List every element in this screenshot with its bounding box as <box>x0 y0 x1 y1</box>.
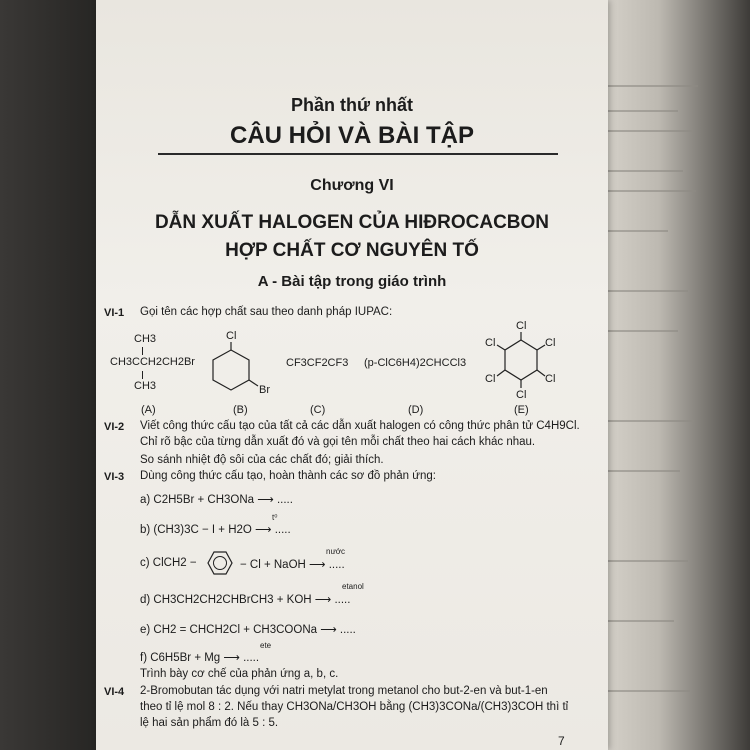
label-d: (D) <box>408 404 424 416</box>
formula-b-cl: Cl <box>226 330 237 342</box>
question-vi2-line1: Viết công thức cấu tạo của tất cả các dẫn xuất halogen có công thức phân tử C4H9Cl. <box>140 420 580 432</box>
title-rule <box>158 153 558 155</box>
question-vi2-line3: So sánh nhiệt độ sôi của các chất đó; giải thích. <box>140 454 384 466</box>
question-vi4-line1: 2-Bromobutan tác dụng với natri metylat trong metanol cho but-2-en và but-1-en <box>140 685 548 697</box>
cl-e-5: Cl <box>485 373 496 385</box>
cl-e-1: Cl <box>516 320 527 332</box>
chapter-title-line2: HỢP CHẤT CƠ NGUYÊN TỐ <box>225 240 479 261</box>
facing-page-edge <box>598 0 750 750</box>
reaction-c-start: c) ClCH2 − <box>140 557 197 569</box>
question-vi1-text: Gọi tên các hợp chất sau theo danh pháp IUPAC: <box>140 306 393 318</box>
chapter-heading: Chương VI <box>310 177 394 194</box>
question-vi4-line3: lệ hai sản phẩm đó là 5 : 5. <box>140 717 279 729</box>
benzene-ring-c <box>200 548 240 578</box>
reaction-d-condition: etanol <box>342 582 364 591</box>
label-a: (A) <box>141 404 156 416</box>
label-c: (C) <box>310 404 326 416</box>
question-number-vi4: VI-4 <box>104 686 125 698</box>
reaction-e: e) CH2 = CHCH2Cl + CH3COONa ⟶ ..... <box>140 624 356 636</box>
question-vi4-line2: theo tỉ lệ mol 8 : 2. Nếu thay CH3ONa/CH3OH bằng (CH3)3CONa/(CH3)3COH thì tỉ <box>140 701 569 713</box>
reaction-b: b) (CH3)3C − I + H2O ⟶ ..... <box>140 524 291 536</box>
question-number-vi1: VI-1 <box>104 307 125 319</box>
reaction-b-condition: t⁰ <box>272 513 278 522</box>
cl-e-3: Cl <box>545 373 556 385</box>
section-heading: A - Bài tập trong giáo trình <box>257 273 447 290</box>
reaction-a: a) C2H5Br + CH3ONa ⟶ ..... <box>140 494 293 506</box>
cl-e-2: Cl <box>545 337 556 349</box>
question-vi2-line2: Chỉ rõ bậc của từng dẫn xuất đó và gọi tên mỗi chất theo hai cách khác nhau. <box>140 436 536 448</box>
cl-e-4: Cl <box>516 389 527 401</box>
background-left <box>0 0 100 750</box>
book-page <box>96 0 608 750</box>
formula-a-ch3-top: CH3 <box>134 333 157 345</box>
reaction-f-condition: ete <box>260 641 272 650</box>
formula-a-ch3-bottom: CH3 <box>134 380 157 392</box>
label-e: (E) <box>514 404 529 416</box>
reaction-c-end: − Cl + NaOH ⟶ ..... <box>240 559 345 571</box>
reaction-c-condition: nước <box>326 547 346 556</box>
reaction-d: d) CH3CH2CH2CHBrCH3 + KOH ⟶ ..... <box>140 594 351 606</box>
question-vi3-text: Dùng công thức cấu tạo, hoàn thành các sơ đồ phản ứng: <box>140 470 436 482</box>
page-number: 7 <box>558 734 565 748</box>
formula-c: CF3CF2CF3 <box>286 357 349 369</box>
question-number-vi2: VI-2 <box>104 421 125 433</box>
formula-d: (p-ClC6H4)2CHCCl3 <box>364 357 467 369</box>
part-heading: Phần thứ nhất <box>290 95 414 115</box>
reaction-f: f) C6H5Br + Mg ⟶ ..... <box>140 652 260 664</box>
cl-e-6: Cl <box>485 337 496 349</box>
question-vi3-note: Trình bày cơ chế của phản ứng a, b, c. <box>140 668 339 680</box>
chapter-title-line1: DẪN XUẤT HALOGEN CỦA HIĐROCACBON <box>154 212 550 233</box>
formula-a-chain: CH3CCH2CH2Br <box>110 356 195 368</box>
main-title: CÂU HỎI VÀ BÀI TẬP <box>229 122 474 149</box>
formula-b-br: Br <box>259 384 270 396</box>
question-number-vi3: VI-3 <box>104 471 125 483</box>
label-b: (B) <box>233 404 248 416</box>
